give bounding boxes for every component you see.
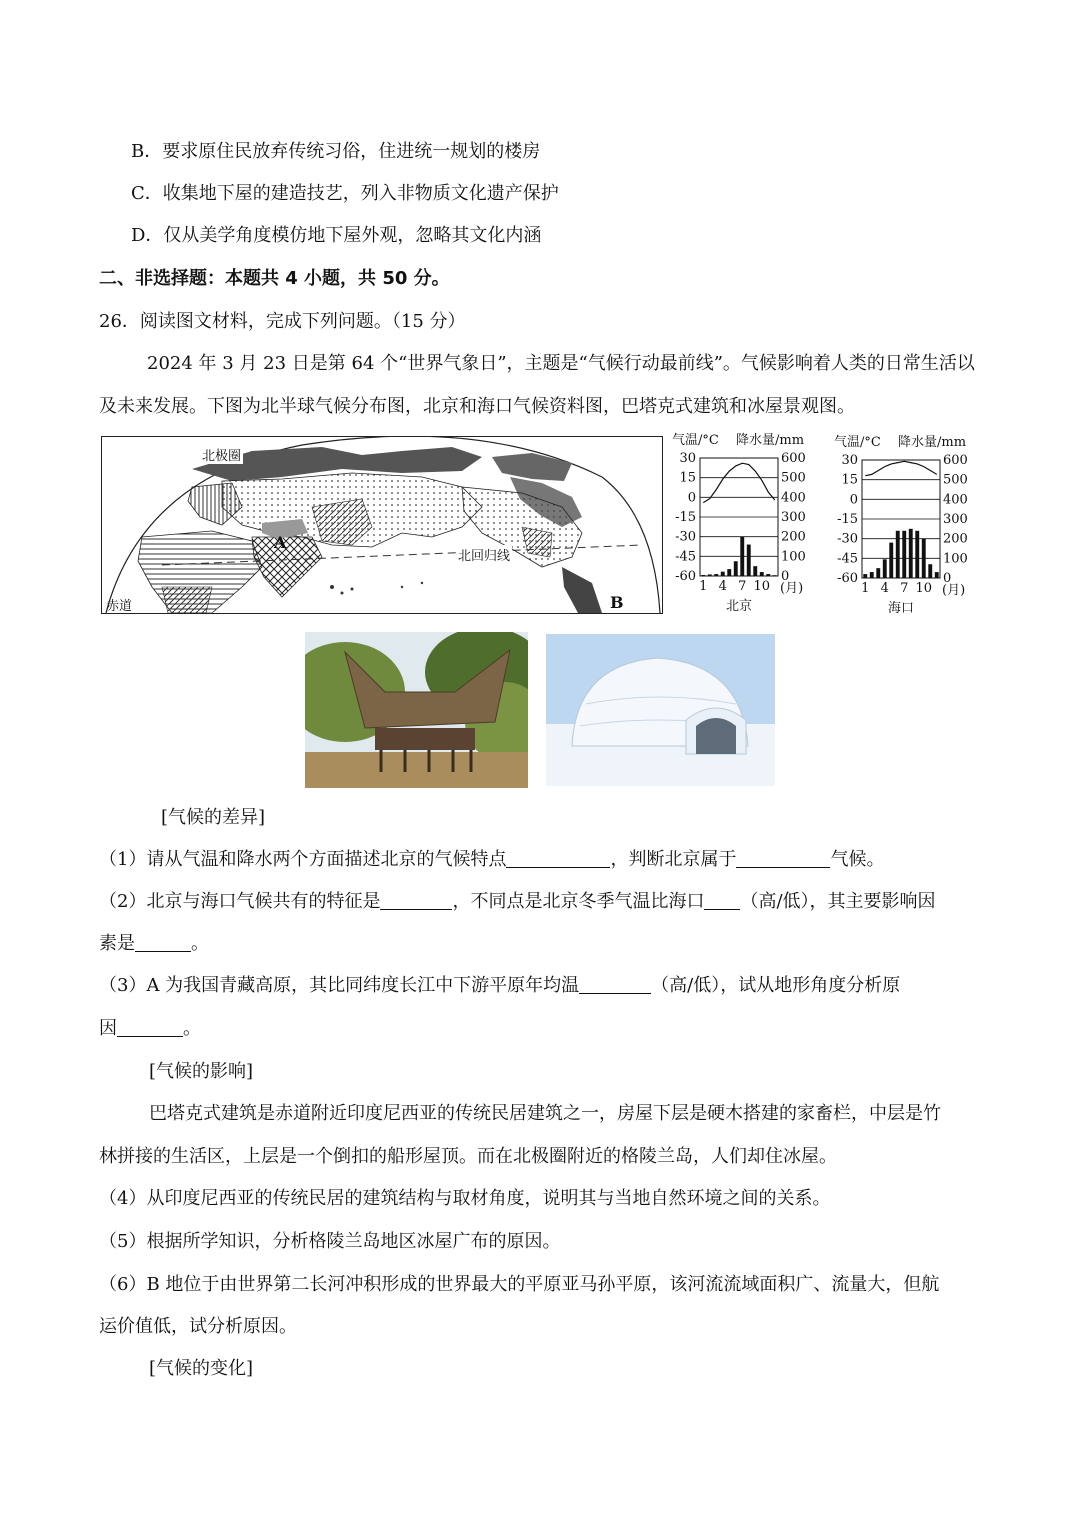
precip-bar (721, 572, 725, 576)
intro-line-2: 及未来发展。下图为北半球气候分布图，北京和海口气候资料图，巴塔克式建筑和冰屋景观图。 (99, 396, 855, 417)
chart-right-tick-label: 100 (781, 549, 806, 565)
intro-line-1: 2024 年 3 月 23 日是第 64 个“世界气象日”，主题是“气候行动最前线”。气候影响着人类的日常生活以 (147, 353, 975, 374)
answer-blank-5[interactable] (135, 933, 191, 952)
section-climate-impact: [气候的影响] (149, 1061, 254, 1082)
chart-left-tick-label: -30 (837, 531, 858, 547)
chart-left-tick-label: 15 (841, 472, 858, 488)
chart-x-tick-label: 4 (718, 579, 727, 594)
chart-left-tick-label: 30 (679, 451, 696, 466)
option-c: C．收集地下屋的建造技艺，列入非物质文化遗产保护 (131, 183, 559, 204)
precip-bar (740, 537, 744, 576)
map-label-b: B (610, 593, 624, 612)
beijing-climate-chart (668, 430, 828, 620)
chart-city-title: 海口 (887, 601, 915, 616)
chart-left-tick-label: -15 (675, 510, 696, 525)
precip-bar (935, 572, 939, 578)
precip-bar (889, 543, 893, 578)
precip-bar (773, 575, 777, 576)
precip-bar (896, 531, 900, 578)
precip-bar (902, 531, 906, 578)
precip-bar (766, 574, 770, 576)
sub-question-4: （4）从印度尼西亚的传统民居的建筑结构与取材角度，说明其与当地自然环境之间的关系。 (99, 1188, 831, 1209)
sub-question-1 (99, 847, 884, 873)
section-climate-difference: [气候的差异] (161, 807, 266, 828)
answer-blank-4[interactable] (704, 891, 740, 910)
chart-right-tick-label: 400 (943, 492, 968, 508)
precip-bar (701, 575, 705, 576)
precip-bar (863, 574, 867, 578)
chart-left-tick-label: -60 (837, 571, 858, 586)
sub-question-3 (99, 973, 900, 999)
chart-left-tick-label: -30 (675, 529, 696, 545)
haikou-climate-chart (830, 432, 990, 622)
chart-x-tick-label: 1 (699, 579, 708, 594)
chart-left-tick-label: 0 (849, 492, 858, 508)
chart-left-tick-label: -45 (675, 549, 696, 565)
sub3-text-c: 因 (99, 1018, 117, 1039)
batak-house-image (305, 632, 528, 788)
chart-right-tick-label: 100 (943, 551, 968, 567)
chart-right-tick-label: 0 (781, 569, 790, 584)
sub-question-2-continued (99, 931, 209, 957)
chart-right-tick-label: 200 (781, 529, 806, 545)
precip-bar (753, 566, 757, 576)
precip-bar (760, 572, 764, 576)
chart-left-tick-label: -15 (837, 512, 858, 527)
chart-right-tick-label: 300 (781, 510, 806, 525)
chart-right-tick-label: 600 (781, 451, 806, 466)
sub-question-2 (99, 889, 936, 915)
chart-x-tick-label: 7 (900, 581, 909, 596)
precip-bar (727, 569, 731, 576)
question-26-stem: 26．阅读图文材料，完成下列问题。（15 分） (99, 311, 466, 332)
sub1-text-b: ，判断北京属于 (610, 849, 737, 870)
sub2-text-e: 。 (191, 933, 209, 954)
precip-bar (922, 539, 926, 578)
igloo-photo (546, 634, 775, 786)
sub2-text-d: 素是 (99, 933, 135, 954)
chart-right-axis-label: 降水量/mm (898, 435, 967, 450)
sub3-text-a: （3）A 为我国青藏高原，其比同纬度长江中下游平原年均温 (99, 975, 580, 996)
chart-right-tick-label: 500 (943, 472, 968, 488)
chart-left-tick-label: -45 (837, 551, 858, 567)
sub2-text-a: （2）北京与海口气候共有的特征是 (99, 891, 381, 912)
chart-right-axis-label: 降水量/mm (736, 433, 805, 448)
chart-right-tick-label: 300 (943, 512, 968, 527)
map-label-equator: 赤道 (106, 599, 133, 614)
precip-bar (734, 561, 738, 576)
precip-bar (747, 545, 751, 576)
chart-x-tick-label: 7 (738, 579, 747, 594)
chart-right-tick-label: 400 (781, 490, 806, 506)
precip-bar (883, 559, 887, 578)
precip-bar (915, 531, 919, 578)
chart-city-title: 北京 (725, 599, 753, 614)
chart-x-tick-label: 10 (753, 579, 771, 594)
sub-question-6-line-2: 运价值低，试分析原因。 (99, 1316, 297, 1337)
chart-right-tick-label: 200 (943, 531, 968, 547)
sub1-text-a: （1）请从气温和降水两个方面描述北京的气候特点 (99, 849, 507, 870)
chart-right-tick-label: 500 (781, 470, 806, 486)
chart-x-axis-label: (月) (780, 581, 804, 596)
chart-x-tick-label: 4 (880, 581, 889, 596)
climate-map-graphic (102, 437, 662, 613)
climate-map (101, 436, 663, 614)
map-label-tropic: 北回归线 (456, 545, 512, 564)
sub3-text-d: 。 (183, 1018, 201, 1039)
chart-right-tick-label: 0 (943, 571, 952, 586)
precip-bar (876, 568, 880, 578)
option-d: D．仅从美学角度模仿地下屋外观，忽略其文化内涵 (131, 225, 542, 246)
option-b: B．要求原住民放弃传统习俗，住进统一规划的楼房 (131, 141, 541, 162)
section-climate-change: [气候的变化] (149, 1358, 254, 1379)
batak-description-line-1: 巴塔克式建筑是赤道附近印度尼西亚的传统民居建筑之一，房屋下层是硬木搭建的家畜栏，中层是竹 (149, 1103, 941, 1124)
temperature-line (865, 461, 937, 475)
precip-bar (870, 572, 874, 578)
chart-x-tick-label: 1 (861, 581, 870, 596)
chart-left-axis-label: 气温/°C (834, 435, 881, 450)
sub3-text-b: （高/低），试从地形角度分析原 (651, 975, 901, 996)
sub2-text-b: ，不同点是北京冬季气温比海口 (452, 891, 705, 912)
temperature-line (703, 463, 775, 502)
section-heading: 二、非选择题：本题共 4 小题，共 50 分。 (99, 268, 450, 289)
sub1-text-c: 气候。 (830, 849, 885, 870)
sub-question-5: （5）根据所学知识，分析格陵兰岛地区冰屋广布的原因。 (99, 1231, 561, 1252)
chart-x-axis-label: (月) (942, 583, 966, 598)
batak-description-line-2: 林拼接的生活区，上层是一个倒扣的船形屋顶。而在北极圈附近的格陵兰岛，人们却住冰屋。 (99, 1146, 837, 1167)
answer-blank-6[interactable] (579, 975, 651, 994)
answer-blank-2[interactable] (736, 849, 830, 868)
chart-left-tick-label: 30 (841, 453, 858, 468)
precip-bar (909, 529, 913, 578)
sub-question-3-continued (99, 1016, 201, 1042)
batak-house-photo (305, 632, 528, 788)
answer-blank-1[interactable] (506, 849, 610, 868)
chart-x-tick-label: 10 (915, 581, 933, 596)
sub-question-6-line-1: （6）B 地位于由世界第二长河冲积形成的世界最大的平原亚马孙平原，该河流流域面积广、流量大，但航 (99, 1274, 940, 1295)
sub2-text-c: （高/低），其主要影响因 (740, 891, 936, 912)
precip-bar (708, 574, 712, 576)
chart-left-tick-label: -60 (675, 569, 696, 584)
chart-left-axis-label: 气温/°C (672, 433, 719, 448)
answer-blank-3[interactable] (380, 891, 452, 910)
igloo-image (546, 634, 775, 786)
map-label-a: A (274, 533, 287, 552)
answer-blank-7[interactable] (117, 1018, 183, 1037)
chart-left-tick-label: 0 (687, 490, 696, 506)
precip-bar (928, 564, 932, 578)
precip-bar (714, 574, 718, 576)
chart-right-tick-label: 600 (943, 453, 968, 468)
map-label-arctic-circle: 北极圈 (200, 445, 243, 464)
chart-left-tick-label: 15 (679, 470, 696, 486)
